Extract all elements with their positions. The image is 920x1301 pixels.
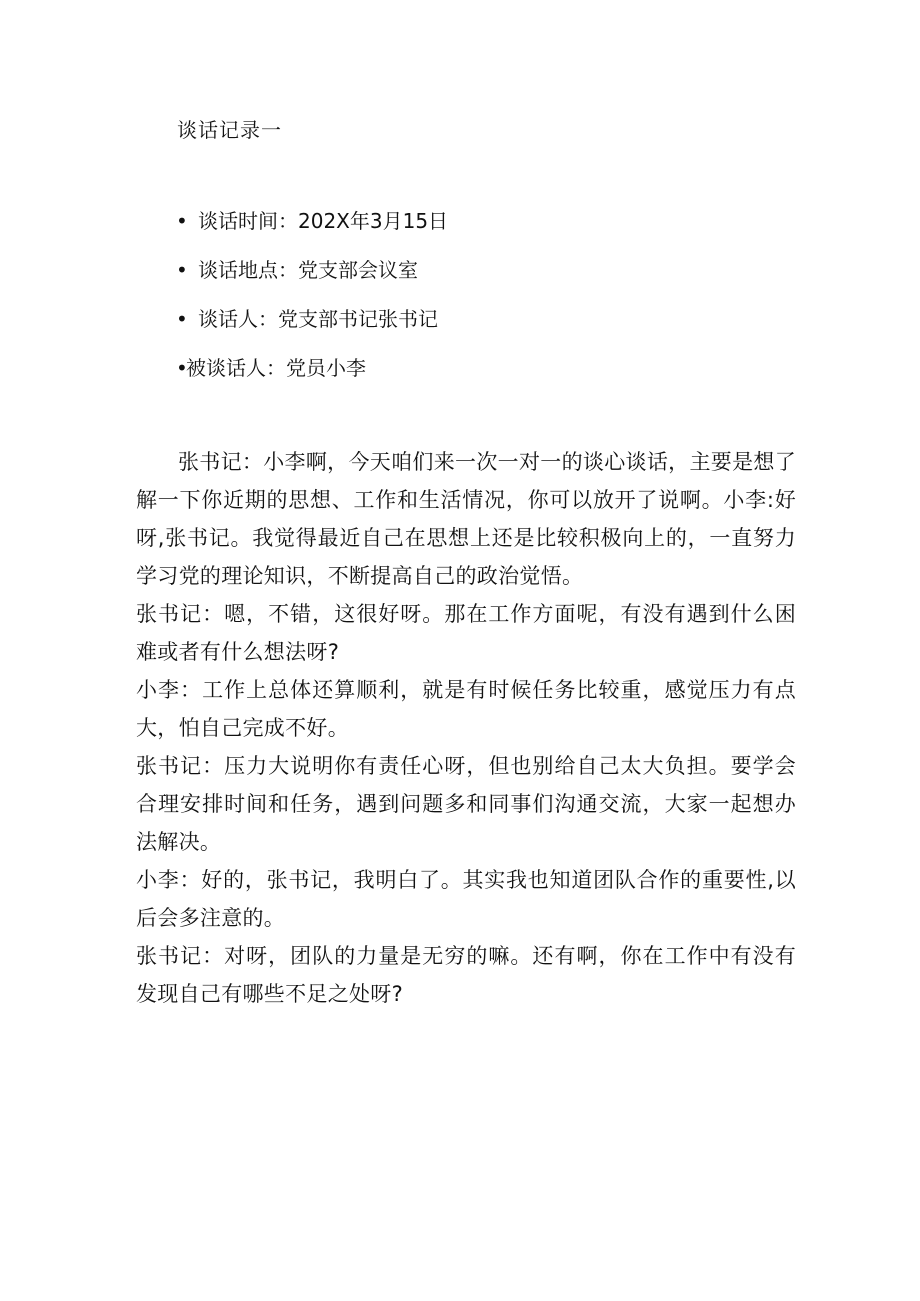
meeting-info-list <box>176 206 448 402</box>
conversation-paragraph: 张书记：小李啊，今天咱们来一次一对一的谈心谈话，主要是想了解一下你近期的思想、工作和生活情况，你可以放开了说啊。小李:好呀,张书记。我觉得最近自己在思想上还是比较积极向上的，一直努力学习党的理论知识，不断提高自己的政治觉悟。 <box>136 450 796 588</box>
interviewee-item <box>176 353 448 402</box>
conversation-body <box>136 443 796 1013</box>
bullet-icon: • <box>176 356 188 380</box>
meeting-time-item <box>176 206 448 255</box>
bullet-icon: • <box>176 307 188 331</box>
conversation-paragraph: 小李：工作上总体还算顺利，就是有时候任务比较重，感觉压力有点大，怕自己完成不好。 <box>136 678 796 740</box>
meeting-place-item <box>176 255 448 304</box>
meeting-time-text: 谈话时间：202X年3月15日 <box>198 209 449 233</box>
bullet-icon: • <box>176 209 188 233</box>
interviewer-text: 谈话人：党支部书记张书记 <box>198 307 438 331</box>
conversation-paragraph: 张书记：对呀，团队的力量是无穷的嘛。还有啊，你在工作中有没有发现自己有哪些不足之处呀? <box>136 944 796 1006</box>
conversation-paragraph: 小李：好的，张书记，我明白了。其实我也知道团队合作的重要性,以后会多注意的。 <box>136 868 796 930</box>
document-title: 谈话记录一 <box>177 118 282 142</box>
bullet-icon: • <box>176 258 188 282</box>
interviewer-item <box>176 304 448 353</box>
conversation-paragraph: 张书记：压力大说明你有责任心呀，但也别给自己太大负担。要学会合理安排时间和任务，遇到问题多和同事们沟通交流，大家一起想办法解决。 <box>136 754 796 854</box>
interviewee-text: 被谈话人：党员小李 <box>186 356 366 380</box>
meeting-place-text: 谈话地点：党支部会议室 <box>198 258 418 282</box>
conversation-paragraph: 张书记：嗯，不错，这很好呀。那在工作方面呢，有没有遇到什么困难或者有什么想法呀? <box>136 602 796 664</box>
